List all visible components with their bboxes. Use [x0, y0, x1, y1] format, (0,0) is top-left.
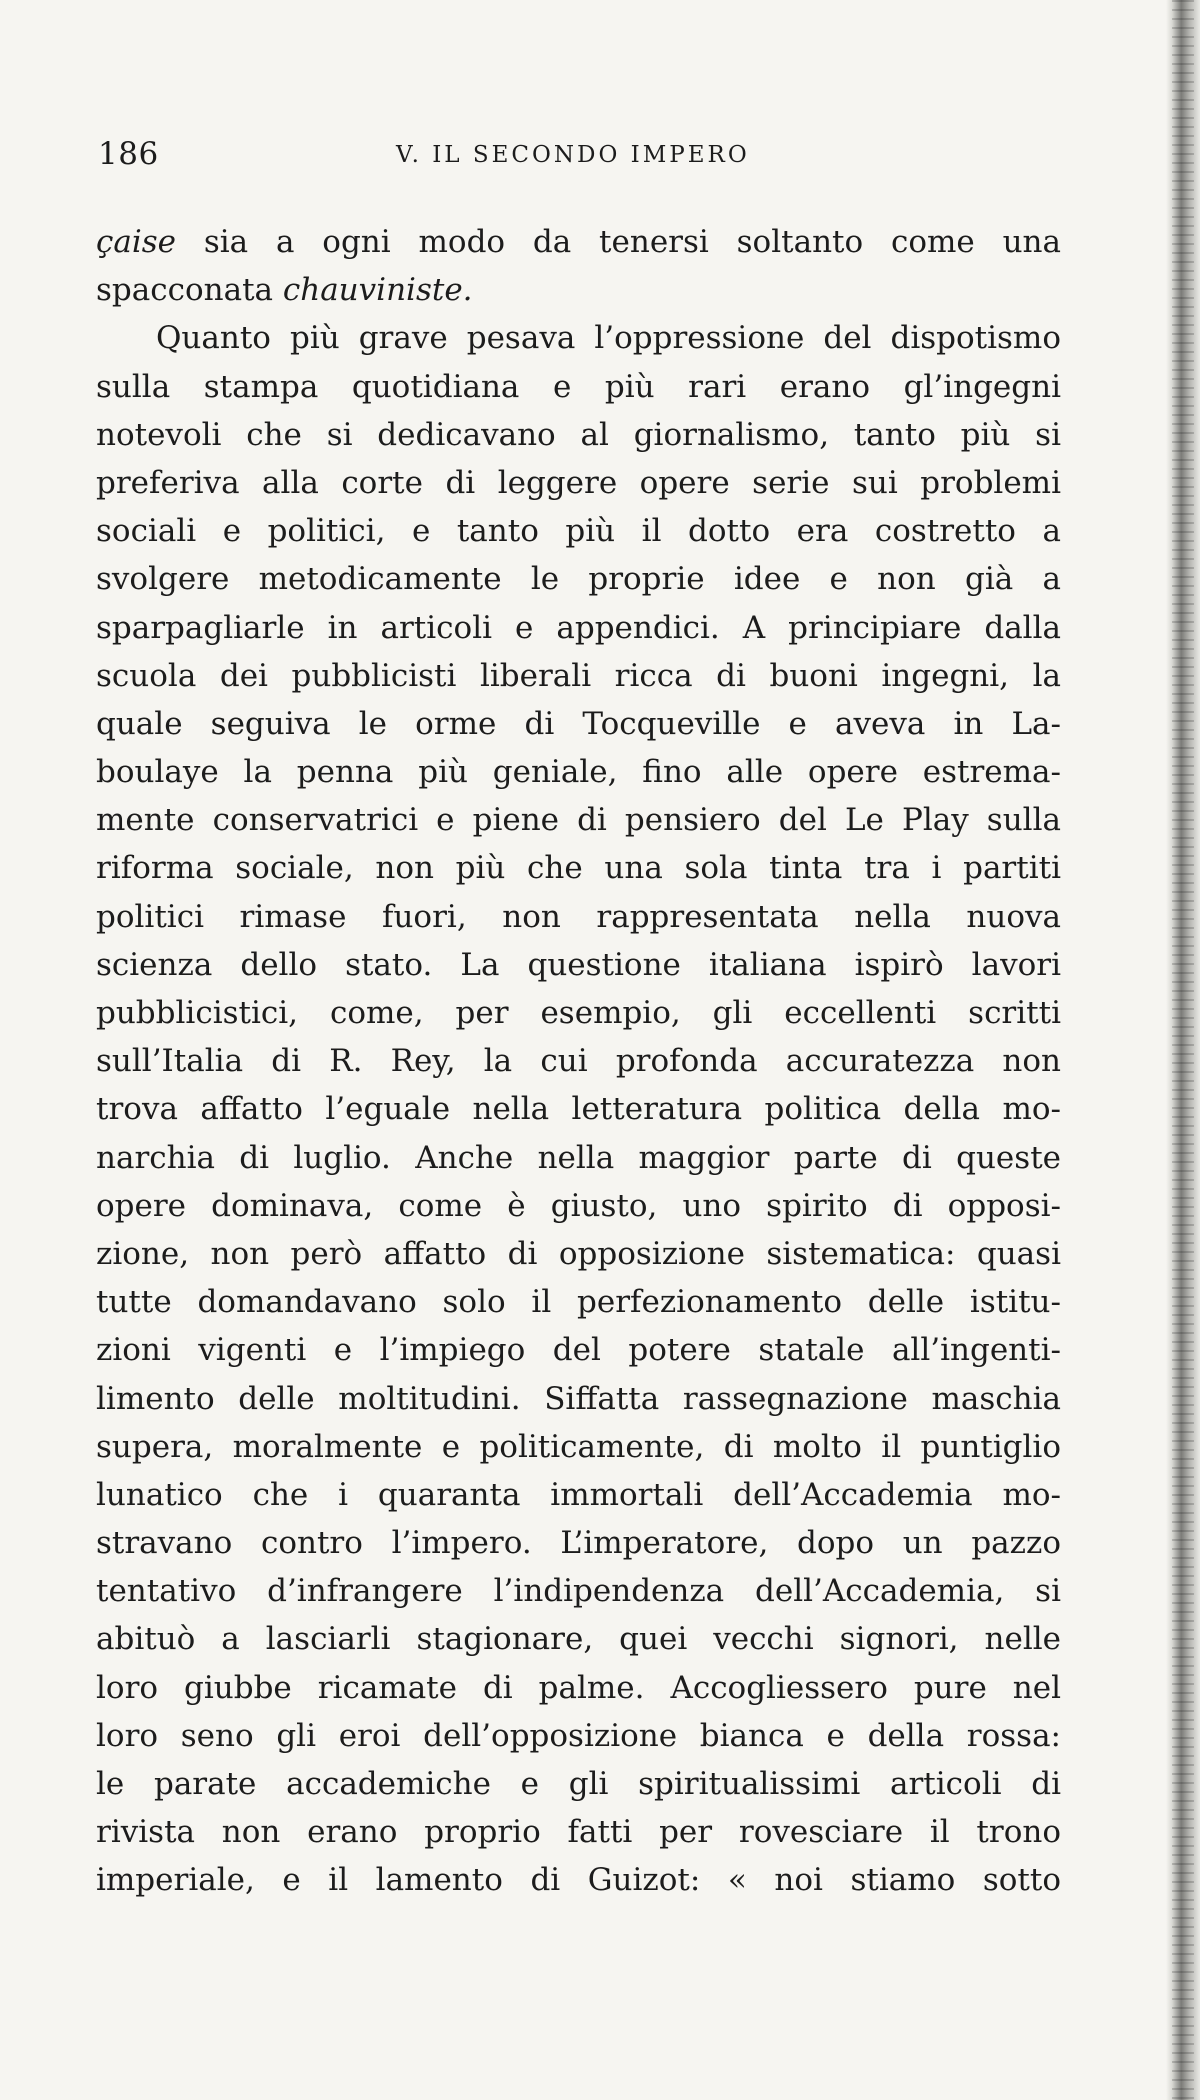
text-segment: sociali e politici, e tanto più il dotto era costretto a: [96, 513, 1061, 550]
text-segment: sulla stampa quotidiana e più rari erano gl’ingegni: [96, 368, 1061, 405]
text-segment: le parate accademiche e gli spiritualissimi articoli di: [96, 1766, 1061, 1802]
text-segment: notevoli che si dedicavano al giornalismo, tanto più si: [96, 416, 1061, 453]
page-header: [98, 136, 1058, 176]
text-segment: boulaye la penna più geniale, fino alle opere estrema-: [96, 754, 1061, 791]
text-line: [96, 1808, 1061, 1856]
text-line: [96, 459, 1061, 507]
text-segment: quale seguiva le orme di Tocqueville e aveva in La-: [96, 705, 1061, 742]
body-text: [96, 218, 1061, 1905]
text-line: [96, 1423, 1061, 1471]
text-line: [96, 893, 1061, 941]
text-segment: stravano contro l’impero. L’imperatore, dopo un pazzo: [96, 1525, 1061, 1562]
text-segment: spacconata: [96, 272, 283, 309]
text-segment: zione, non però affatto di opposizione sistematica: quasi: [96, 1235, 1061, 1272]
text-segment: loro giubbe ricamate di palme. Accogliessero pure nel: [96, 1669, 1061, 1706]
text-segment: riforma sociale, non più che una sola tinta tra i partiti: [96, 850, 1061, 887]
text-segment: tutte domandavano solo il perfezionamento delle istitu-: [96, 1284, 1061, 1321]
text-line: [96, 507, 1061, 555]
text-segment: Quanto più grave pesava l’oppressione del dispotismo: [156, 320, 1061, 357]
text-line: [96, 1664, 1061, 1712]
paragraph: [96, 218, 1061, 314]
text-line: [96, 604, 1061, 652]
text-segment: imperiale, e il lamento di Guizot: « noi stiamo sotto: [96, 1862, 1061, 1899]
text-line: [96, 314, 1061, 362]
text-line: [96, 1182, 1061, 1230]
text-line: [96, 1615, 1061, 1663]
text-segment: svolgere metodicamente le proprie idee e non già a: [96, 561, 1061, 598]
text-segment: limento delle moltitudini. Siffatta rassegnazione maschia: [96, 1380, 1061, 1417]
running-head: V. IL SECONDO IMPERO: [396, 142, 750, 168]
text-segment: sia a ogni modo da tenersi soltanto come una: [176, 224, 1061, 260]
page-edge-texture: [1172, 0, 1194, 2100]
text-line: [96, 700, 1061, 748]
text-line: [96, 1471, 1061, 1519]
text-segment: politici rimase fuori, non rappresentata nella nuova: [96, 898, 1061, 935]
text-segment: opere dominava, come è giusto, uno spirito di opposi-: [96, 1187, 1061, 1224]
text-segment: tentativo d’infrangere l’indipendenza dell’Accademia, si: [96, 1573, 1061, 1610]
text-segment: lunatico che i quaranta immortali dell’Accademia mo-: [96, 1476, 1061, 1513]
text-segment: supera, moralmente e politicamente, di molto il puntiglio: [96, 1428, 1061, 1465]
text-line: [96, 218, 1061, 266]
text-line: [96, 1856, 1061, 1904]
text-segment: rivista non erano proprio fatti per rovesciare il trono: [96, 1814, 1061, 1851]
text-segment: abituò a lasciarli stagionare, quei vecchi signori, nelle: [96, 1621, 1061, 1658]
text-line: [96, 1760, 1061, 1808]
text-line: [96, 1375, 1061, 1423]
text-line: [96, 266, 1061, 314]
text-segment: sull’Italia di R. Rey, la cui profonda accuratezza non: [96, 1043, 1061, 1080]
text-segment: zioni vigenti e l’impiego del potere statale all’ingenti-: [96, 1332, 1061, 1369]
text-line: [96, 1567, 1061, 1615]
text-line: [96, 1326, 1061, 1374]
text-segment: scuola dei pubblicisti liberali ricca di buoni ingegni, la: [96, 657, 1061, 694]
text-line: [96, 1037, 1061, 1085]
text-segment: trova affatto l’eguale nella letteratura politica della mo-: [96, 1091, 1061, 1128]
page-number: 186: [98, 136, 159, 172]
text-line: [96, 1712, 1061, 1760]
text-line: [96, 989, 1061, 1037]
text-line: [96, 1134, 1061, 1182]
text-line: [96, 1519, 1061, 1567]
text-line: [96, 411, 1061, 459]
text-segment: pubblicistici, come, per esempio, gli eccellenti scritti: [96, 995, 1061, 1031]
text-line: [96, 796, 1061, 844]
text-line: [96, 652, 1061, 700]
text-segment: mente conservatrici e piene di pensiero del Le Play sulla: [96, 802, 1061, 839]
text-line: [96, 748, 1061, 796]
text-line: [96, 1230, 1061, 1278]
italic-text: chauviniste.: [282, 272, 473, 309]
paragraph: [96, 314, 1061, 1904]
text-line: [96, 555, 1061, 603]
text-segment: scienza dello stato. La questione italiana ispirò lavori: [96, 946, 1061, 983]
text-segment: preferiva alla corte di leggere opere serie sui problemi: [96, 464, 1061, 501]
text-line: [96, 363, 1061, 411]
text-segment: sparpagliarle in articoli e appendici. A principiare dalla: [96, 609, 1061, 646]
text-line: [96, 1278, 1061, 1326]
text-line: [96, 1085, 1061, 1133]
text-line: [96, 844, 1061, 892]
text-line: [96, 941, 1061, 989]
italic-text: çaise: [96, 224, 177, 260]
text-segment: loro seno gli eroi dell’opposizione bianca e della rossa:: [96, 1717, 1061, 1754]
text-segment: narchia di luglio. Anche nella maggior parte di queste: [96, 1139, 1061, 1176]
